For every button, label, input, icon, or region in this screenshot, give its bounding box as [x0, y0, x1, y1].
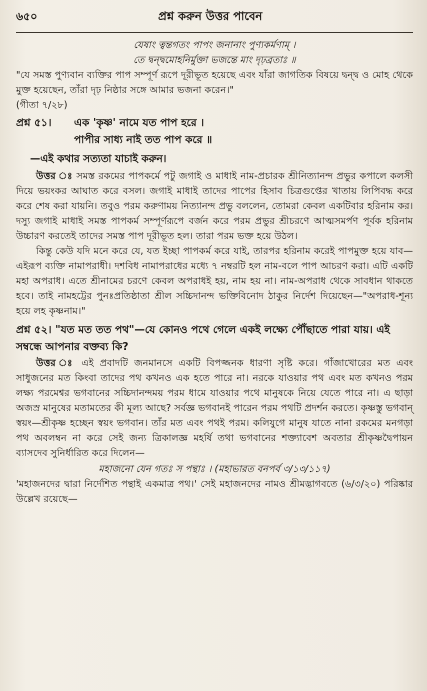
- answer-paragraph: উত্তর ঃ সমস্ত রকমের পাপকর্মে পটু জগাই ও মাধাই নাম-প্রচারক শ্রীনিত্যানন্দ প্রভুর কপালে কলসী দিয়ে ভয়ংকর আঘাত করে বসল। জগাই মাধাই তাদের পাপের হিসাব চিত্রগুপ্তের খাতায় লিপিবদ্ধ করে করে শেষ করা যায়নি। তবুও পরম করুণাময় নিত্যানন্দ প্রভু বললেন, তোমরা কেবল একটিবার হরিনাম কর। দস্যু জগাই মাধাই সমস্ত পাপকর্ম সম্পূর্ণরূপে বর্জন করে পরম প্রভুর শ্রীচরণে আত্মসমর্পণ পূর্বক হরিনাম উচ্চারণ করতেই তাদের সমস্ত পাপ দূরীভূত হল। তারা পরম ভক্ত হয়ে উঠল।: [16, 171, 413, 242]
- verse-reference: (গীতা ৭/২৮): [16, 100, 68, 111]
- verse-line: তে দ্বন্দ্বমোহনির্মুক্তা ভজন্তে মাং দৃঢ়ব্রতাঃ ॥: [133, 55, 296, 66]
- answer-label: উত্তর ঃ: [36, 358, 76, 369]
- running-title: প্রশ্ন করুন উত্তর পাবেন: [158, 9, 263, 23]
- question-51: [16, 115, 413, 132]
- question-52: [16, 322, 413, 356]
- answer-paragraph: উত্তর ঃ এই প্রবাদটি জনমানসে একটি বিপজ্জনক ধারণা সৃষ্টি করে। গাঁজাখোরের মত এবং সাধুজনের মত কিংবা তাদের পথ কখনও এক হতে পারে না। নরকে যাওয়ার পথ এবং মত কখনও পরম লক্ষ্য পরমেশ্বর ভগবানের সচ্চিদানন্দময় পরম ধামে যাওয়ার পথে মানুষকে নিয়ে যেতে পারে না। এ ছাড়া অজস্র মানুষের মতামতের কী মূল্য আছে? সর্বজ্ঞ ভগবানই পারেন পরম পথটি প্রদর্শন করতে। কৃষ্ণস্তু ভগবান্ স্বয়ং—শ্রীকৃষ্ণ হচ্ছেন স্বয়ং ভগবান। তাঁর মত এবং পথই পরম। কলিযুগে মানুষ যাতে নানা রকমের মনগড়া পথ অবলম্বন না করে সেই জন্য ত্রিকালজ্ঞ মহর্ষি তথা ভগবানের শক্ত্যাবেশ অবতার শ্রীকৃষ্ণদ্বৈপায়ন ব্যাসদেব সুনির্ধারিত করে দিলেন—: [16, 358, 413, 459]
- question-label: প্রশ্ন ৫১।: [16, 117, 52, 129]
- question-subheading: —এই কথার সত্যতা যাচাই করুন।: [30, 153, 167, 165]
- scripture-citation: মহাজনো যেন গতঃ স পন্থাঃ । (মহাভারত বনপর্ব ৩/১৩/১১৭): [98, 464, 331, 475]
- question-line: এক 'কৃষ্ণ' নামে যত পাপ হরে ।: [74, 117, 205, 129]
- verse-line: যেষাং ত্বন্তগতং পাপং জনানাং পুণ্যকর্মণাম্ ।: [133, 40, 296, 51]
- question-line: পাপীর সাধ্য নাই তত পাপ করে ॥: [74, 134, 213, 146]
- page-header: [16, 8, 413, 30]
- closing-line: 'মহাজনদের দ্বারা নির্দেশিত পন্থাই একমাত্র পথ।' সেই মহাজনদের নামও শ্রীমদ্ভাগবতে (৬/৩/২০) পরিষ্কার উল্লেখ রয়েছে—: [16, 479, 413, 505]
- question-text: "যত মত তত পথ"—যে কোনও পথে গেলে একই লক্ষ্যে পৌঁছাতে পারা যায়। এই সম্বন্ধে আপনার বক্তব্য কি?: [16, 324, 390, 353]
- answer-paragraph: কিন্তু কেউ যদি মনে করে যে, যত ইচ্ছা পাপকর্ম করে যাই, তারপর হরিনাম করেই পাপমুক্ত হয়ে যাব—এইরূপ ব্যক্তি নামাপরাধী। দশবিধ নামাপরাধের মধ্যে ৭ নম্বরটি হল নাম-বলে পাপ আচরণ করা। এটি একটি মহা অপরাধ। এতে শ্রীনামের চরণে কেবল অপরাধই হয়, নাম হয় না। নাম-অপরাধ থেকে সাবধান থাকতে হবে। তাই নামহট্টের পুনঃপ্রতিষ্ঠাতা শ্রীল সচ্চিদানন্দ ভক্তিবিনোদ ঠাকুর নির্দেশ দিয়েছেন—"অপরাধ-শূন্য হয়ে লহ কৃষ্ণনাম।": [16, 246, 413, 317]
- answer-label: উত্তর ঃ: [36, 171, 73, 182]
- page-number: ৬৫০: [16, 10, 38, 23]
- verse-translation: "যে সমস্ত পুণ্যবান ব্যক্তির পাপ সম্পূর্ণ রূপে দূরীভূত হয়েছে এবং যাঁরা জাগতিক বিষয়ে দ্বন্দ্ব ও মোহ থেকে মুক্ত হয়েছেন, তাঁরা দৃঢ় নিষ্ঠার সঙ্গে আমার ভজনা করেন।" (গীতা ৭/২৮): [16, 70, 413, 111]
- header-rule: [16, 32, 413, 33]
- question-label: প্রশ্ন ৫২।: [16, 324, 52, 336]
- sanskrit-verse: [16, 38, 413, 68]
